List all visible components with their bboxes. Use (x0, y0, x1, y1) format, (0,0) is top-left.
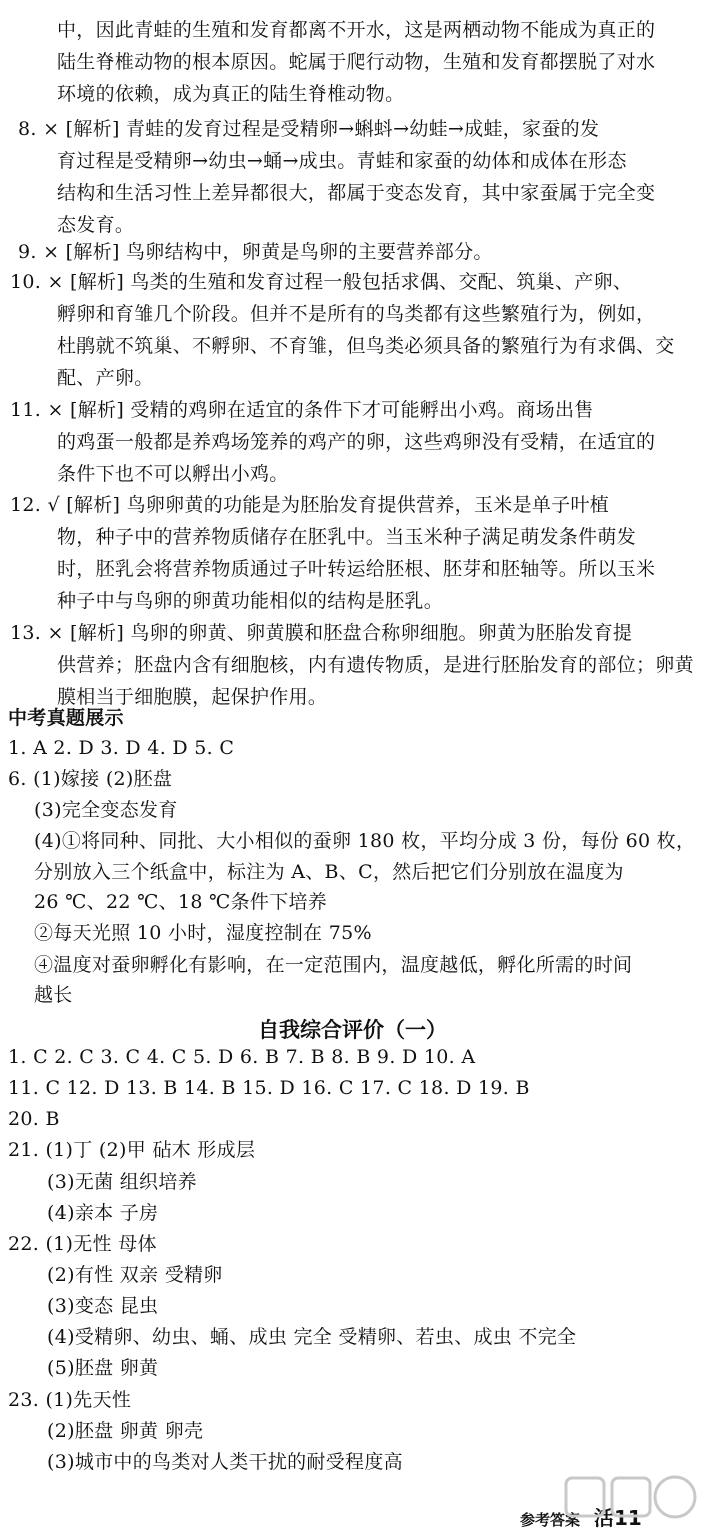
text-line: (4)亲本 子房 (47, 1202, 159, 1224)
watermark-logo (560, 1470, 700, 1532)
text-line: 配、产卵。 (57, 367, 154, 389)
text-line: (3)变态 昆虫 (47, 1295, 159, 1317)
text-line: 22. (1)无性 母体 (8, 1233, 157, 1255)
text-line: 23. (1)先天性 (8, 1389, 132, 1411)
text-line: 9. × [解析] 鸟卵结构中，卵黄是鸟卵的主要营养部分。 (18, 241, 493, 263)
text-line: 10. × [解析] 鸟类的生殖和发育过程一般包括求偶、交配、筑巢、产卵、 (10, 271, 633, 293)
text-line: (3)城市中的鸟类对人类干扰的耐受程度高 (47, 1451, 403, 1473)
text-line: 的鸡蛋一般都是养鸡场笼养的鸡产的卵，这些鸡卵没有受精，在适宜的 (57, 431, 656, 453)
text-line: 26 ℃、22 ℃、18 ℃条件下培养 (34, 891, 328, 913)
text-line: 环境的依赖，成为真正的陆生脊椎动物。 (57, 83, 405, 105)
text-line: (4)①将同种、同批、大小相似的蚕卵 180 枚，平均分成 3 份，每份 60 枚， (34, 830, 696, 852)
text-line: 1. A 2. D 3. D 4. D 5. C (8, 737, 235, 759)
text-line: 越长 (34, 984, 73, 1006)
text-line: 态发育。 (57, 214, 135, 236)
text-line: 21. (1)丁 (2)甲 砧木 形成层 (8, 1139, 256, 1161)
text-line: (2)胚盘 卵黄 卵壳 (47, 1420, 204, 1442)
page-number: 活11 (594, 1506, 642, 1530)
footer-label: 参考答案 (520, 1511, 581, 1529)
text-line: 种子中与鸟卵的卵黄功能相似的结构是胚乳。 (57, 590, 444, 612)
text-line: 杜鹃就不筑巢、不孵卵、不育雏，但鸟类必须具备的繁殖行为有求偶、交 (57, 335, 675, 357)
text-line: 1. C 2. C 3. C 4. C 5. D 6. B 7. B 8. B 9. D 10. A (8, 1046, 476, 1068)
text-line: 20. B (8, 1108, 60, 1130)
text-line: (2)有性 双亲 受精卵 (47, 1264, 223, 1286)
text-line: 供营养；胚盘内含有细胞核，内有遗传物质，是进行胚胎发育的部位；卵黄 (57, 654, 694, 676)
text-line: 11. C 12. D 13. B 14. B 15. D 16. C 17. C 18. D 19. B (8, 1077, 530, 1099)
text-line: ④温度对蚕卵孵化有影响，在一定范围内，温度越低，孵化所需的时间 (34, 954, 633, 976)
text-line: 结构和生活习性上差异都很大，都属于变态发育，其中家蚕属于完全变 (57, 182, 656, 204)
text-line: 陆生脊椎动物的根本原因。蛇属于爬行动物，生殖和发育都摆脱了对水 (57, 51, 656, 73)
text-line: 育过程是受精卵→幼虫→蛹→成虫。青蛙和家蚕的幼体和成体在形态 (57, 150, 627, 172)
text-line: 中，因此青蛙的生殖和发育都离不开水，这是两栖动物不能成为真正的 (57, 19, 656, 41)
subsection-heading: 中考真题展示 (8, 707, 124, 729)
text-line: 分别放入三个纸盒中，标注为 A、B、C，然后把它们分别放在温度为 (34, 861, 624, 883)
text-line: 条件下也不可以孵出小鸡。 (57, 463, 289, 485)
text-line: 时，胚乳会将营养物质通过子叶转运给胚根、胚芽和胚轴等。所以玉米 (57, 558, 656, 580)
text-line: (4)受精卵、幼虫、蛹、成虫 完全 受精卵、若虫、成虫 不完全 (47, 1326, 577, 1348)
text-line: 8. × [解析] 青蛙的发育过程是受精卵→蝌蚪→幼蛙→成蛙，家蚕的发 (18, 118, 600, 140)
text-line: 12. √ [解析] 鸟卵卵黄的功能是为胚胎发育提供营养，玉米是单子叶植 (10, 494, 610, 516)
text-line: ②每天光照 10 小时，湿度控制在 75% (34, 922, 372, 944)
text-line: (3)完全变态发育 (34, 799, 178, 821)
text-line: 11. × [解析] 受精的鸡卵在适宜的条件下才可能孵出小鸡。商场出售 (10, 399, 594, 421)
text-line: (3)无菌 组织培养 (47, 1171, 197, 1193)
section-title: 自我综合评价（一） (258, 1018, 447, 1042)
text-line: 孵卵和育雏几个阶段。但并不是所有的鸟类都有这些繁殖行为，例如， (57, 303, 656, 325)
text-line: 膜相当于细胞膜，起保护作用。 (57, 686, 328, 708)
text-line: (5)胚盘 卵黄 (47, 1357, 159, 1379)
text-line: 13. × [解析] 鸟卵的卵黄、卵黄膜和胚盘合称卵细胞。卵黄为胚胎发育提 (10, 622, 633, 644)
text-line: 物，种子中的营养物质储存在胚乳中。当玉米种子满足萌发条件萌发 (57, 526, 637, 548)
text-line: 6. (1)嫁接 (2)胚盘 (8, 768, 173, 790)
